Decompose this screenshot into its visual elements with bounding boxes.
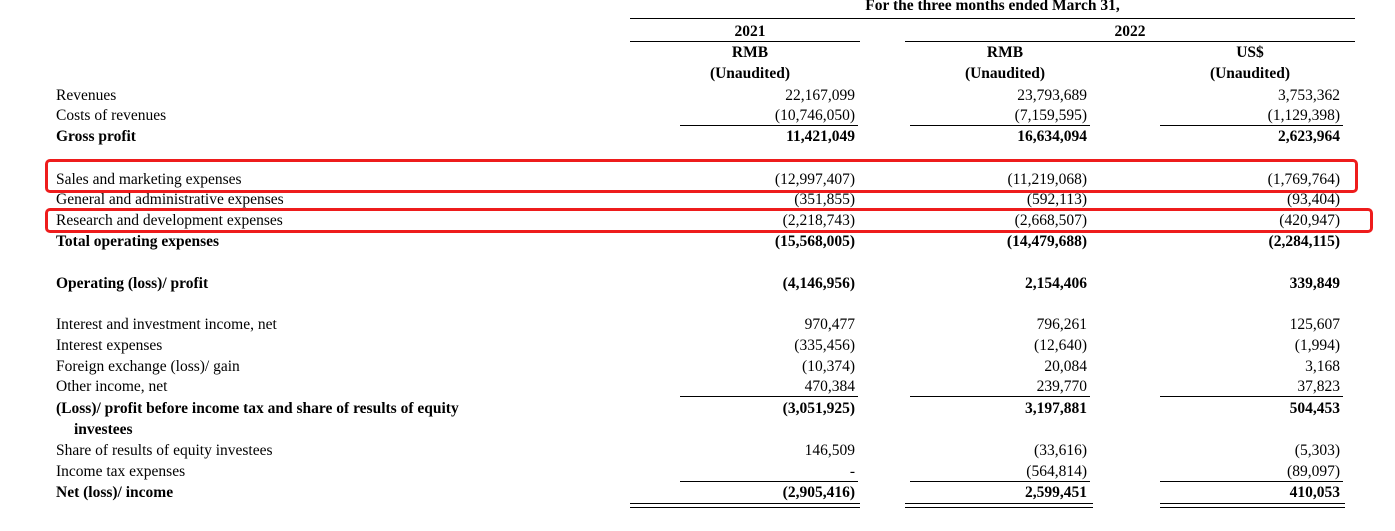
cell-c2: (2,668,507): [1014, 212, 1087, 229]
cell-c2: (564,814): [1026, 463, 1087, 480]
col3-currency: US$: [1236, 44, 1264, 61]
cell-c2: (33,616): [1034, 442, 1087, 459]
row-label-sales-marketing: Sales and marketing expenses: [56, 171, 242, 188]
cell-c1: (15,568,005): [774, 233, 855, 250]
underline-costs: [910, 125, 1090, 126]
cell-c3: (1,994): [1294, 337, 1340, 354]
cell-c3: 504,453: [1289, 400, 1340, 417]
cell-c1: 11,421,049: [786, 128, 855, 145]
col2-audit: (Unaudited): [964, 65, 1046, 82]
double-underline-net: [630, 507, 860, 508]
double-underline-net: [905, 503, 1093, 504]
row-label-share-equity-investees: Share of results of equity investees: [56, 442, 273, 459]
period-header: For the three months ended March 31,: [865, 0, 1120, 14]
underline-costs: [1160, 125, 1343, 126]
header-rule: [630, 18, 1355, 19]
cell-c2: 20,084: [1044, 358, 1087, 375]
cell-c1: 970,477: [804, 316, 855, 333]
cell-c3: (2,284,115): [1268, 233, 1340, 250]
cell-c1: (335,456): [794, 337, 855, 354]
col3-audit: (Unaudited): [1209, 65, 1291, 82]
row-label-income-tax: Income tax expenses: [56, 463, 186, 480]
underline-costs: [680, 125, 858, 126]
cell-c1: (2,218,743): [782, 212, 855, 229]
cell-c3: (1,129,398): [1267, 107, 1340, 124]
highlight-sales-marketing: [45, 159, 1358, 193]
cell-c3: 37,823: [1297, 378, 1340, 395]
row-label-other-income: Other income, net: [56, 378, 168, 395]
double-underline-net: [905, 507, 1093, 508]
cell-c2: 239,770: [1036, 378, 1087, 395]
row-label-net-income: Net (loss)/ income: [56, 484, 174, 501]
underline-other-income: [1160, 396, 1343, 397]
row-label-costs-of-revenues: Costs of revenues: [56, 107, 167, 124]
highlight-research-development: [45, 208, 1373, 233]
cell-c3: (89,097): [1287, 463, 1340, 480]
row-label-interest-expenses: Interest expenses: [56, 337, 163, 354]
cell-c1: (10,374): [802, 358, 855, 375]
underline-other-income: [910, 396, 1090, 397]
cell-c2: (7,159,595): [1014, 107, 1087, 124]
cell-c3: (420,947): [1279, 212, 1340, 229]
underline-income-tax: [1160, 481, 1343, 482]
cell-c2: 796,261: [1036, 316, 1087, 333]
row-label-research-development: Research and development expenses: [56, 212, 283, 229]
cell-c1: 22,167,099: [785, 87, 855, 104]
cell-c2: 16,634,094: [1017, 128, 1087, 145]
cell-c3: (93,404): [1287, 191, 1340, 208]
cell-c1: (4,146,956): [782, 275, 855, 292]
row-label-interest-investment-income: Interest and investment income, net: [56, 316, 277, 333]
row-label-profit-before-tax-cont: investees: [74, 421, 133, 438]
cell-c1: 470,384: [804, 378, 855, 395]
cell-c1: 146,509: [804, 442, 855, 459]
underline-income-tax: [910, 481, 1090, 482]
cell-c2: (14,479,688): [1006, 233, 1087, 250]
col1-year-rule: [630, 41, 860, 42]
col1-audit: (Unaudited): [709, 65, 791, 82]
cell-c3: 3,753,362: [1278, 87, 1340, 104]
row-label-profit-before-tax: (Loss)/ profit before income tax and share of results of equity: [56, 400, 459, 417]
year-2022-rule: [905, 41, 1355, 42]
double-underline-net: [630, 503, 860, 504]
cell-c3: 3,168: [1305, 358, 1340, 375]
underline-income-tax: [680, 481, 858, 482]
year-2022: 2022: [1114, 23, 1146, 40]
cell-c3: 125,607: [1289, 316, 1340, 333]
cell-c1: (3,051,925): [782, 400, 855, 417]
cell-c3: (5,303): [1294, 442, 1340, 459]
row-label-operating-profit: Operating (loss)/ profit: [56, 275, 209, 292]
row-label-gross-profit: Gross profit: [56, 128, 136, 145]
cell-c1: (351,855): [794, 191, 855, 208]
cell-c3: 2,623,964: [1278, 128, 1340, 145]
cell-c2: (12,640): [1034, 337, 1087, 354]
underline-other-income: [680, 396, 858, 397]
col1-year: 2021: [734, 23, 766, 40]
cell-c2: 2,154,406: [1025, 275, 1087, 292]
col2-currency: RMB: [986, 44, 1024, 61]
row-label-general-admin: General and administrative expenses: [56, 191, 284, 208]
cell-c1: (2,905,416): [782, 484, 855, 501]
row-label-revenues: Revenues: [56, 87, 117, 104]
cell-c2: (11,219,068): [1007, 171, 1087, 188]
double-underline-net: [1160, 503, 1345, 504]
row-label-total-operating-expenses: Total operating expenses: [56, 233, 220, 250]
cell-c2: 3,197,881: [1025, 400, 1087, 417]
cell-c1: (12,997,407): [774, 171, 855, 188]
cell-c2: 2,599,451: [1025, 484, 1087, 501]
cell-c1: -: [849, 463, 855, 480]
row-label-foreign-exchange: Foreign exchange (loss)/ gain: [56, 358, 240, 375]
col1-currency: RMB: [731, 44, 769, 61]
cell-c3: 410,053: [1289, 484, 1340, 501]
cell-c2: (592,113): [1026, 191, 1087, 208]
cell-c3: (1,769,764): [1267, 171, 1340, 188]
cell-c3: 339,849: [1289, 275, 1340, 292]
cell-c1: (10,746,050): [774, 107, 855, 124]
cell-c2: 23,793,689: [1017, 87, 1087, 104]
double-underline-net: [1160, 507, 1345, 508]
